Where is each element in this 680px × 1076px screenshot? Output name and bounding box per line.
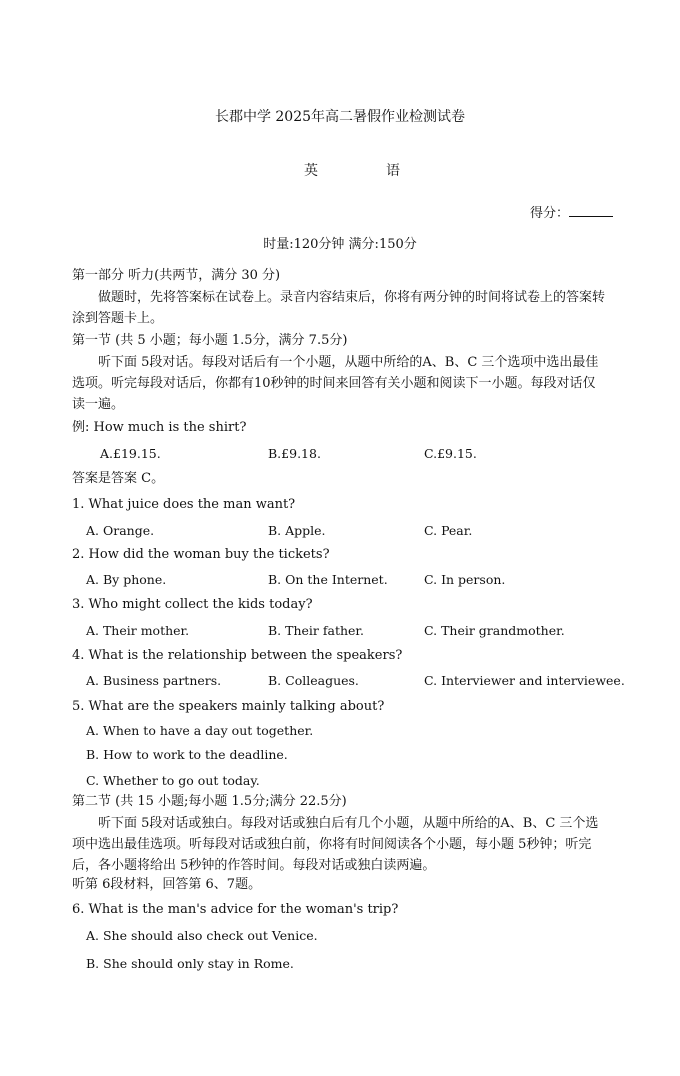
q2-option-a: A. By phone. (86, 572, 167, 587)
example-option-a: A.£19.15. (100, 446, 161, 461)
section1-heading: 第一节 (共 5 小题；每小题 1.5分，满分 7.5分) (72, 333, 348, 348)
section2-instruction: 听下面 5段对话或独白。每段对话或独白后有几个小题，从题中所给的A、B、C 三个选项中选出最佳选项。听每段对话或独白前，你将有时间阅读各个小题，每小题 5秒钟；听完后，各小题将给出 5秒钟的作答时间。每段对话或独白读两遍。 (72, 816, 599, 873)
part1-heading: 第一部分 听力(共两节，满分 30 分) (72, 268, 281, 283)
q2-option-b: B. On the Internet. (268, 572, 388, 587)
score-label: 得分： (530, 206, 570, 221)
question-3: 3. Who might collect the kids today? (72, 597, 313, 612)
q4-option-c: C. Interviewer and interviewee. (424, 673, 625, 688)
q1-option-b: B. Apple. (268, 523, 326, 538)
question-2: 2. How did the woman buy the tickets? (72, 547, 330, 562)
q1-option-a: A. Orange. (86, 523, 155, 538)
q1-option-c: C. Pear. (424, 523, 473, 538)
subject-char-1: 英 (304, 163, 318, 179)
q4-option-a: A. Business partners. (86, 673, 222, 688)
q5-option-a: A. When to have a day out together. (86, 723, 314, 738)
score-field (530, 204, 613, 223)
q2-option-c: C. In person. (424, 572, 506, 587)
question-4: 4. What is the relationship between the speakers? (72, 648, 403, 663)
q3-option-a: A. Their mother. (86, 623, 190, 638)
question-1: 1. What juice does the man want? (72, 497, 296, 512)
score-blank (569, 204, 613, 217)
q3-option-b: B. Their father. (268, 623, 364, 638)
question-6: 6. What is the man's advice for the woman's trip? (72, 902, 399, 917)
example-option-b: B.£9.18. (268, 446, 321, 461)
example-question: 例: How much is the shirt? (72, 420, 247, 435)
q4-option-b: B. Colleagues. (268, 673, 359, 688)
example-option-c: C.£9.15. (424, 446, 477, 461)
q6-option-a: A. She should also check out Venice. (86, 928, 318, 943)
section2-material: 听第 6段材料，回答第 6、7题。 (72, 877, 262, 892)
section1-instruction: 听下面 5段对话。每段对话后有一个小题，从题中所给的A、B、C 三个选项中选出最佳选项。听完每段对话后，你都有10秒钟的时间来回答有关小题和阅读下一小题。每段对话仅读一遍。 (72, 355, 599, 412)
part1-instruction: 做题时，先将答案标在试卷上。录音内容结束后，你将有两分钟的时间将试卷上的答案转涂到答题卡上。 (72, 290, 606, 326)
q5-option-c: C. Whether to go out today. (86, 773, 260, 788)
time-info: 时量:120分钟 满分:150分 (263, 237, 417, 252)
q3-option-c: C. Their grandmother. (424, 623, 565, 638)
q6-option-b: B. She should only stay in Rome. (86, 956, 294, 971)
q5-option-b: B. How to work to the deadline. (86, 747, 288, 762)
subject-char-2: 语 (386, 163, 400, 179)
exam-title: 长郡中学 2025年高二暑假作业检测试卷 (214, 109, 466, 125)
question-5: 5. What are the speakers mainly talking about? (72, 699, 385, 714)
example-answer: 答案是答案 C。 (72, 471, 165, 486)
section2-heading: 第二节 (共 15 小题;每小题 1.5分;满分 22.5分) (72, 794, 347, 809)
